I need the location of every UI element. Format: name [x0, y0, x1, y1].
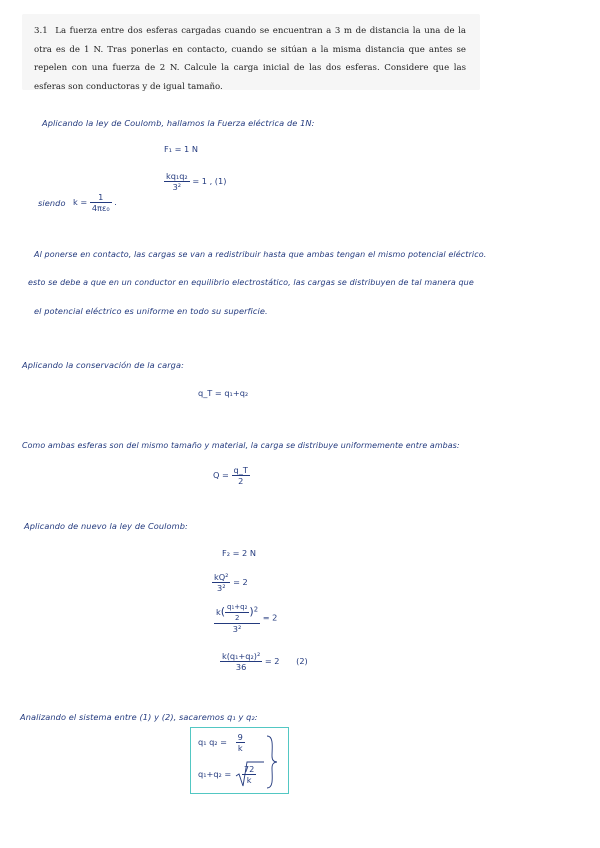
coulomb-intro: Aplicando la ley de Coulomb, hallamos la Fuerza eléctrica de 1N:	[42, 118, 315, 128]
equal-spheres-note: Como ambas esferas son del mismo tamaño y material, la carga se distribuye uniformemente entre ambas:	[22, 441, 460, 450]
force-two: F₂ = 2 N	[222, 548, 256, 558]
eq3-inner-denominator: 2	[235, 614, 240, 622]
q-denominator: 2	[238, 476, 244, 486]
coulomb-again: Aplicando de nuevo la ley de Coulomb:	[24, 521, 188, 531]
res1-lhs: q₁ q₂ =	[198, 737, 228, 747]
eq1-fraction	[164, 171, 190, 192]
res2-denominator: k	[246, 775, 252, 785]
eq3-inner-numerator: q₁+q₂	[227, 603, 248, 611]
eq2-denominator: 3²	[216, 583, 226, 593]
k-lhs: k =	[73, 197, 88, 207]
res2-numerator: 72	[243, 764, 255, 774]
problem-paragraph	[22, 14, 480, 96]
k-numerator: 1	[90, 192, 112, 203]
eq2-rhs: = 2	[233, 577, 248, 587]
eq3-rhs: = 2	[262, 612, 278, 623]
eq1-numerator: kq₁q₂	[166, 171, 188, 181]
eq1-denominator: 3²	[172, 182, 182, 192]
eq3-exponent: 2	[253, 605, 259, 614]
equation-three	[214, 602, 277, 634]
eq4-rhs: = 2	[264, 656, 280, 666]
right-brace	[264, 734, 280, 790]
res1-fraction	[236, 732, 245, 753]
problem-statement	[22, 14, 480, 90]
eq1-rhs: = 1 , (1)	[192, 176, 227, 186]
problem-text: La fuerza entre dos esferas cargadas cuando se encuentran a 3 m de distancia la una de la otra es de 1 N. Tras ponerlas en contacto, cuando se sitúan a la misma distancia que antes se repelen con una fuerza de 2 N. Calcule la carga inicial de las dos esferas. Considere que las esferas son conductoras y de igual tamaño.	[34, 26, 467, 92]
eq2-fraction	[212, 572, 230, 593]
q-fraction	[232, 465, 250, 486]
problem-number: 3.1	[34, 26, 48, 36]
res1-numerator: 9	[237, 732, 243, 742]
contact-line-1: Al ponerse en contacto, las cargas se van a redistribuir hasta que ambas tengan el mismo potencial eléctrico.	[34, 250, 487, 259]
eq2-numerator: kQ²	[214, 572, 229, 582]
equation-four	[220, 651, 308, 672]
k-denominator: 4πε₀	[91, 203, 110, 213]
k-fraction	[90, 192, 112, 213]
eq3-inner-fraction	[225, 602, 249, 623]
q-lhs: Q =	[213, 470, 229, 480]
eq3-fraction	[214, 602, 260, 634]
shared-charge-equation	[213, 465, 250, 486]
q-numerator: q_T	[233, 465, 248, 475]
res2-lhs: q₁+q₂ =	[198, 769, 232, 779]
res2-fraction	[242, 764, 256, 785]
solve-intro: Analizando el sistema entre (1) y (2), sacaremos q₁ y q₂:	[20, 712, 258, 722]
eq3-k: k	[216, 607, 221, 617]
equation-two	[212, 572, 248, 593]
eq4-numerator: k(q₁+q₂)²	[222, 651, 261, 661]
eq4-fraction	[220, 651, 262, 672]
eq4-tag: (2)	[296, 656, 308, 666]
conservation-intro: Aplicando la conservación de la carga:	[22, 360, 184, 370]
equation-one	[164, 171, 226, 192]
result-product	[198, 732, 245, 753]
total-charge-equation: q_T = q₁+q₂	[198, 388, 249, 398]
eq3-numerator: k( $\frac{\text{q₁+q₂}}{2}$ )$^2$	[216, 603, 259, 622]
result-sum	[198, 764, 256, 785]
contact-line-2: esto se debe a que en un conductor en equilibrio electrostático, las cargas se distribuyen de tal manera que	[28, 278, 474, 287]
siendo-label: siendo	[38, 198, 66, 208]
eq4-denominator: 36	[235, 662, 247, 672]
eq3-denominator: 3²	[232, 624, 242, 634]
contact-line-3: el potencial eléctrico es uniforme en todo su superficie.	[34, 306, 268, 316]
res1-denominator: k	[237, 743, 243, 753]
force-one: F₁ = 1 N	[164, 144, 198, 154]
k-dot: .	[114, 197, 117, 207]
k-definition	[73, 192, 117, 213]
